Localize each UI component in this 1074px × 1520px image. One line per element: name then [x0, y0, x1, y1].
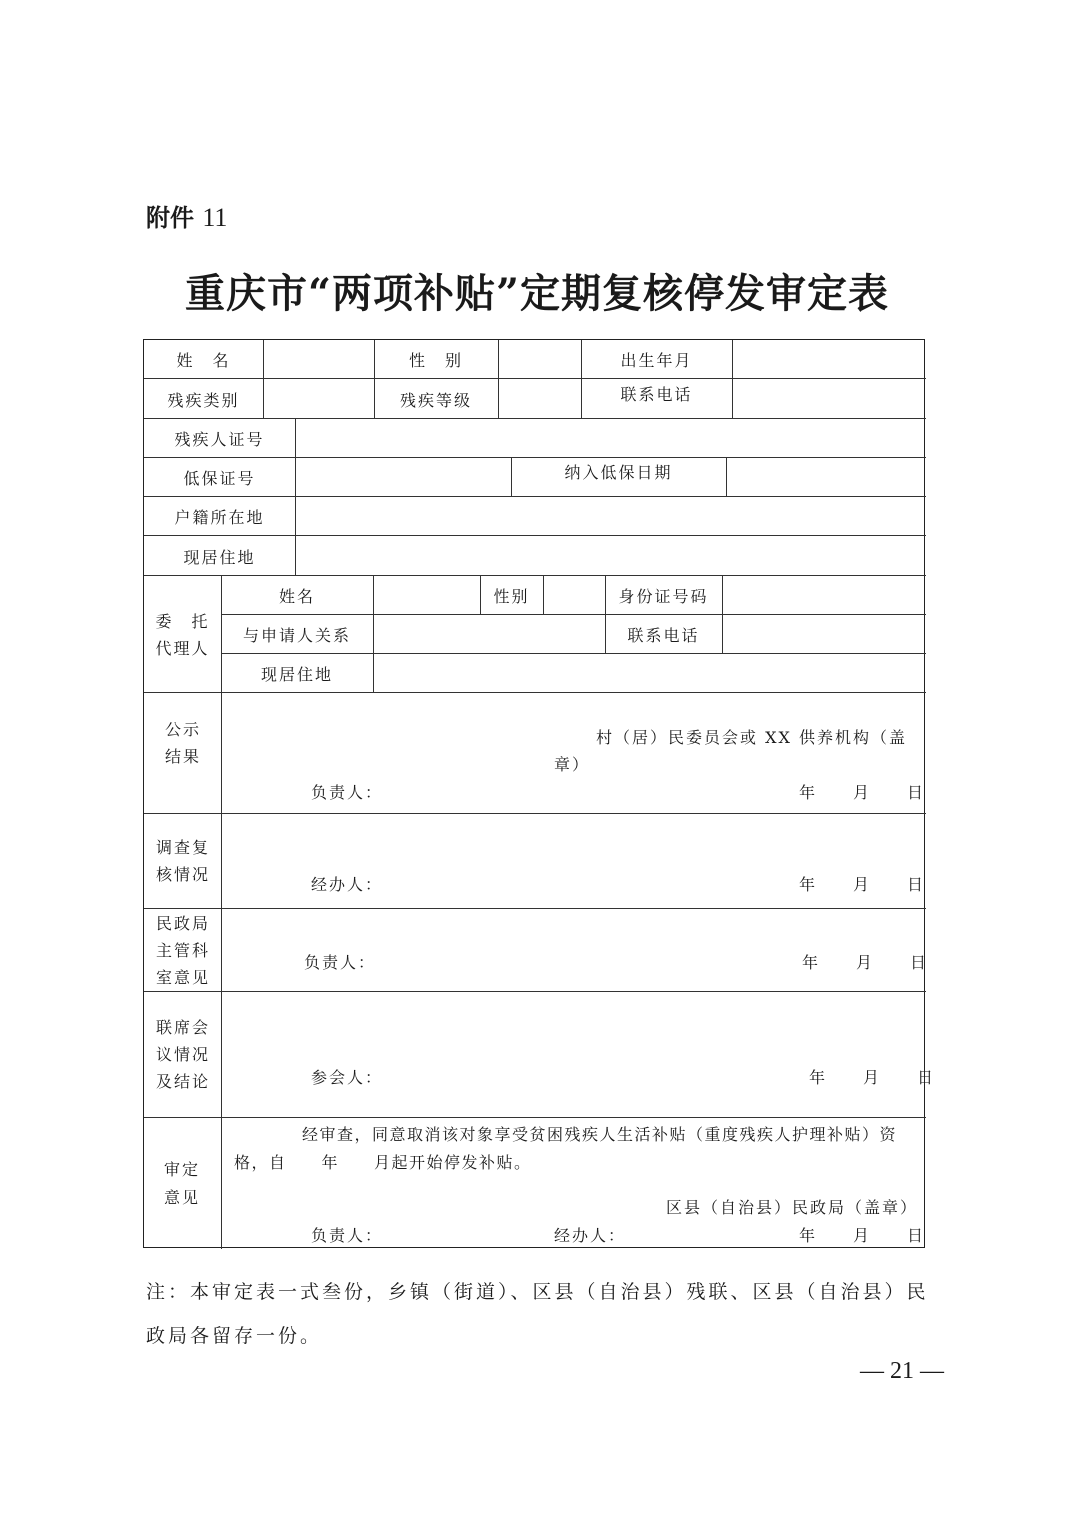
birth-label: 出生年月	[620, 351, 693, 370]
gender-label: 性 别	[408, 351, 463, 370]
disability-type-label: 残疾类别	[167, 391, 240, 410]
decision-responsible: 负责人：	[311, 1226, 384, 1245]
publicity-date: 年 月 日	[799, 783, 926, 802]
household-label: 户籍所在地	[174, 508, 265, 527]
agent-residence-label: 现居住地	[260, 665, 333, 684]
phone-label: 联系电话	[620, 385, 693, 404]
meeting-attendee: 参会人：	[311, 1068, 384, 1087]
agent-gender-label: 性别	[493, 587, 530, 606]
form-title: 重庆市“两项补贴”定期复核停发审定表	[184, 270, 889, 317]
agent-label: 委 托 代理人	[155, 612, 210, 658]
meeting-date: 年 月 日	[809, 1068, 936, 1087]
review-label: 调查复 核情况	[155, 838, 210, 884]
footnote: 注：本审定表一式叁份，乡镇（街道）、区县（自治县）残联、区县（自治县）民政局各留存一份。	[146, 1281, 929, 1347]
decision-label: 审定 意见	[163, 1160, 200, 1207]
residence-label: 现居住地	[183, 548, 256, 567]
agent-relation-label: 与申请人关系	[242, 626, 351, 645]
disability-level-label: 残疾等级	[399, 391, 472, 410]
decision-date: 年 月 日	[799, 1226, 926, 1245]
attachment-heading: 附件 11	[146, 203, 228, 232]
page-number: — 21 —	[860, 1358, 944, 1384]
decision-text: 经审查，同意取消该对象享受贫困残疾人生活补贴（重度残疾人护理补贴）资	[302, 1125, 898, 1144]
dept-date: 年 月 日	[802, 953, 929, 972]
review-form-table	[143, 339, 936, 1248]
review-handler: 经办人：	[311, 875, 384, 894]
publicity-stamp: 村（居）民委员会或 XX 供养机构（盖	[596, 728, 907, 747]
agent-phone-label: 联系电话	[627, 626, 700, 645]
decision-stamp: 区县（自治县）民政局（盖章）	[666, 1198, 919, 1217]
name-label: 姓 名	[176, 351, 231, 370]
dibao-cert-label: 低保证号	[183, 469, 256, 488]
dibao-date-label: 纳入低保日期	[564, 463, 673, 482]
publicity-stamp-cont: 章）	[554, 755, 591, 774]
decision-handler: 经办人：	[554, 1226, 627, 1245]
publicity-responsible: 负责人：	[311, 783, 384, 802]
dept-responsible: 负责人：	[304, 953, 377, 972]
disability-cert-label: 残疾人证号	[174, 430, 265, 449]
decision-text-cont: 格，自 年 月起开始停发补贴。	[234, 1153, 532, 1172]
review-date: 年 月 日	[799, 875, 926, 894]
publicity-label: 公示 结果	[164, 720, 201, 766]
dept-label: 民政局 主管科 室意见	[155, 914, 210, 987]
agent-id-label: 身份证号码	[618, 587, 709, 606]
meeting-label: 联席会 议情况 及结论	[155, 1018, 210, 1091]
agent-name-label: 姓名	[278, 587, 315, 606]
